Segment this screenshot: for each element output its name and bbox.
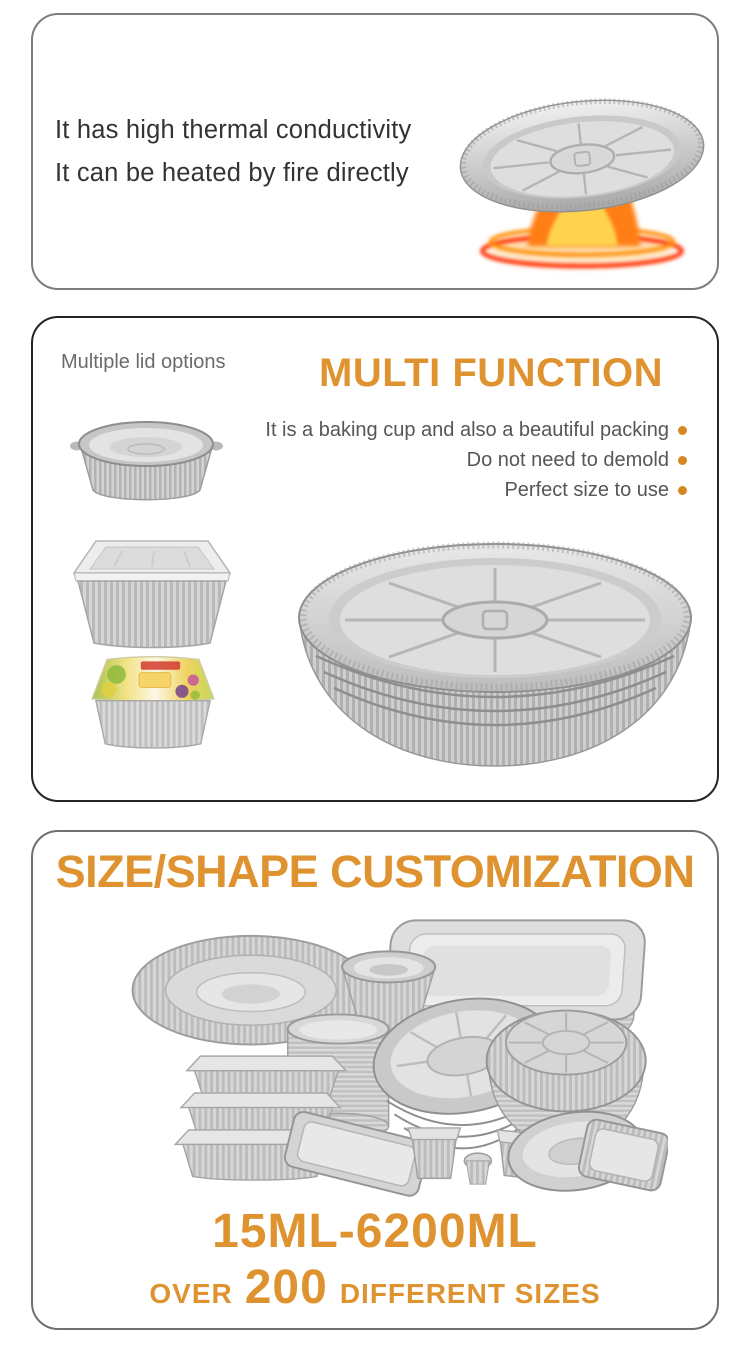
feature-bullet: [265, 475, 687, 505]
thermal-conductivity-card: [31, 13, 719, 290]
feature-bullet-text: It is a baking cup and also a beautiful packing: [265, 419, 669, 441]
customization-card: [31, 830, 719, 1330]
feature-bullet-list: [265, 415, 687, 505]
sizes-count-line: [33, 1260, 717, 1315]
rect-container-image: [62, 527, 242, 652]
thermal-line-1: It has high thermal conductivity: [55, 116, 412, 144]
feature-bullet: [265, 415, 687, 445]
pan-stack-image: [280, 520, 710, 770]
bullet-dot-icon: [678, 486, 687, 495]
feature-bullet-text: Perfect size to use: [504, 479, 669, 501]
customization-title: SIZE/SHAPE CUSTOMIZATION: [55, 846, 695, 897]
lid-options-label: Multiple lid options: [61, 351, 226, 373]
capacity-range-text: 15ML-6200ML: [212, 1205, 538, 1258]
multifunction-title: MULTI FUNCTION: [319, 351, 663, 395]
thermal-line-2: It can be heated by fire directly: [55, 159, 409, 187]
container-collection-image: [86, 910, 668, 1212]
pan-over-fire-image: [441, 60, 723, 285]
bullet-dot-icon: [678, 456, 687, 465]
round-bowl-image: [64, 404, 229, 509]
round-foil-pan: [455, 89, 709, 223]
feature-bullet: [265, 445, 687, 475]
sizes-suffix-text: DIFFERENT SIZES: [339, 1278, 601, 1309]
feature-bullet-text: Do not need to demold: [466, 449, 669, 471]
sizes-prefix-text: OVER: [149, 1278, 233, 1309]
printed-container-image: [82, 652, 224, 755]
thermal-text: [55, 109, 412, 195]
bullet-dot-icon: [678, 426, 687, 435]
sizes-count-number: 200: [244, 1261, 328, 1314]
multifunction-card: [31, 316, 719, 802]
